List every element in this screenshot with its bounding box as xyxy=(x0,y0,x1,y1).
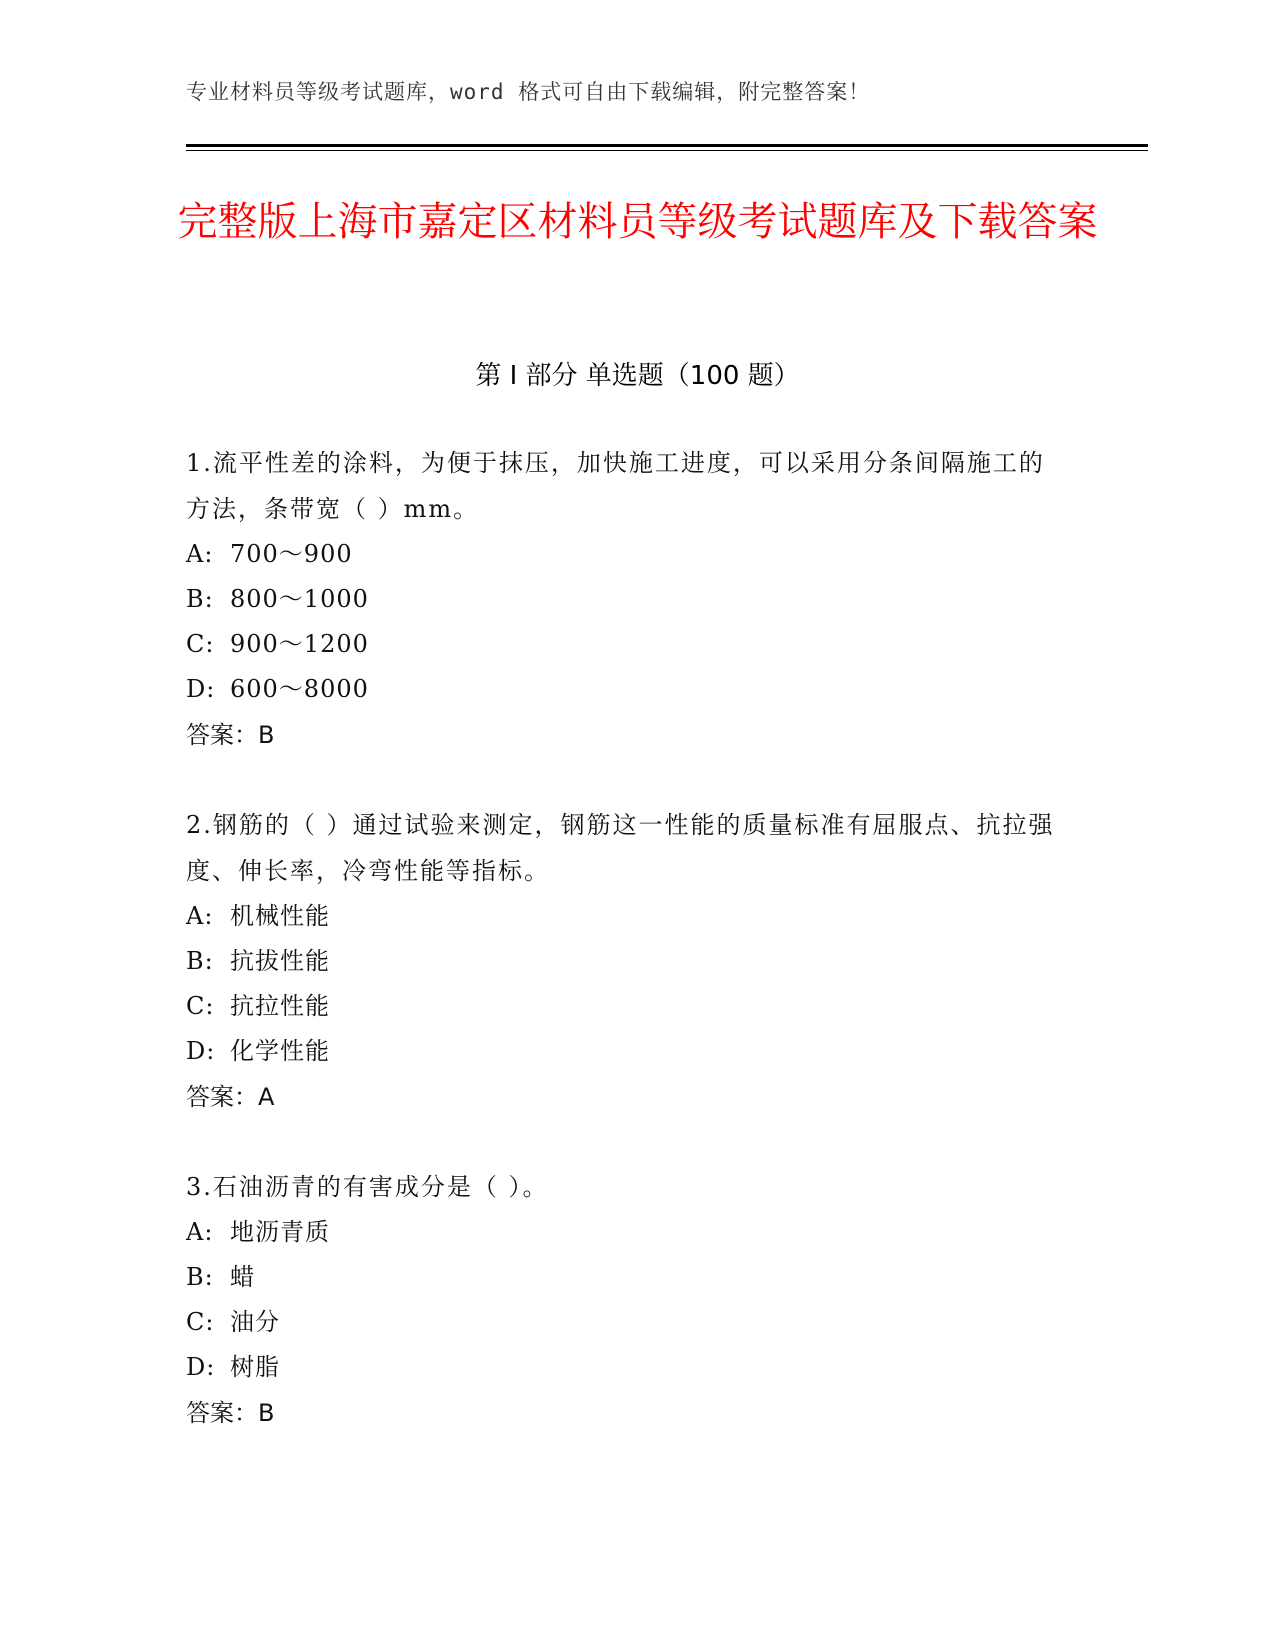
option-d xyxy=(186,1345,1066,1390)
option-letter: A: xyxy=(186,1218,214,1246)
option-b xyxy=(186,1255,1066,1300)
option-letter: D: xyxy=(186,1037,216,1065)
option-text: 机械性能 xyxy=(230,902,330,930)
option-letter: A: xyxy=(186,540,214,568)
header-note: 专业材料员等级考试题库，word 格式可自由下载编辑，附完整答案！ xyxy=(186,80,871,104)
option-text: 800～1000 xyxy=(230,585,369,613)
option-letter: D: xyxy=(186,1353,216,1381)
option-d xyxy=(186,1029,1066,1074)
option-text: 树脂 xyxy=(230,1353,280,1381)
question-stem: 1.流平性差的涂料，为便于抹压，加快施工进度，可以采用分条间隔施工的方法，条带宽（ ）mm。 xyxy=(186,449,1045,523)
option-text: 900～1200 xyxy=(230,630,369,658)
option-c xyxy=(186,984,1066,1029)
option-letter: C: xyxy=(186,1308,215,1336)
option-d xyxy=(186,667,1066,712)
option-text: 抗拔性能 xyxy=(230,947,330,975)
answer-value: A xyxy=(258,1083,275,1111)
question-1 xyxy=(186,440,1066,758)
option-text: 地沥青质 xyxy=(230,1218,330,1246)
answer-line xyxy=(186,712,1066,758)
option-b xyxy=(186,577,1066,622)
option-letter: C: xyxy=(186,630,215,658)
header-divider-thin xyxy=(186,150,1148,151)
question-stem: 2.钢筋的（ ）通过试验来测定，钢筋这一性能的质量标准有屈服点、抗拉强度、伸长率，冷弯性能等指标。 xyxy=(186,811,1055,885)
document-title: 完整版上海市嘉定区材料员等级考试题库及下载答案 xyxy=(177,199,1098,245)
answer-value: B xyxy=(258,1399,275,1427)
option-a xyxy=(186,1210,1066,1255)
question-2 xyxy=(186,802,1066,1120)
option-a xyxy=(186,894,1066,939)
answer-line xyxy=(186,1390,1066,1436)
option-letter: B: xyxy=(186,585,214,613)
option-text: 蜡 xyxy=(230,1263,255,1291)
answer-label: 答案： xyxy=(186,721,258,749)
option-a xyxy=(186,532,1066,577)
answer-value: B xyxy=(258,721,275,749)
option-c xyxy=(186,622,1066,667)
question-stem: 3.石油沥青的有害成分是（ ）。 xyxy=(186,1173,549,1201)
option-text: 油分 xyxy=(230,1308,280,1336)
option-text: 抗拉性能 xyxy=(230,992,330,1020)
option-letter: D: xyxy=(186,675,216,703)
question-list xyxy=(186,440,1066,1480)
header-divider-thick xyxy=(186,144,1148,147)
option-letter: B: xyxy=(186,947,214,975)
option-text: 700～900 xyxy=(230,540,353,568)
answer-label: 答案： xyxy=(186,1399,258,1427)
section-title: 第 I 部分 单选题（100 题） xyxy=(475,361,800,391)
option-letter: B: xyxy=(186,1263,214,1291)
option-letter: C: xyxy=(186,992,215,1020)
option-letter: A: xyxy=(186,902,214,930)
question-3 xyxy=(186,1164,1066,1436)
answer-label: 答案： xyxy=(186,1083,258,1111)
answer-line xyxy=(186,1074,1066,1120)
option-text: 600～8000 xyxy=(230,675,369,703)
option-b xyxy=(186,939,1066,984)
option-text: 化学性能 xyxy=(230,1037,330,1065)
option-c xyxy=(186,1300,1066,1345)
